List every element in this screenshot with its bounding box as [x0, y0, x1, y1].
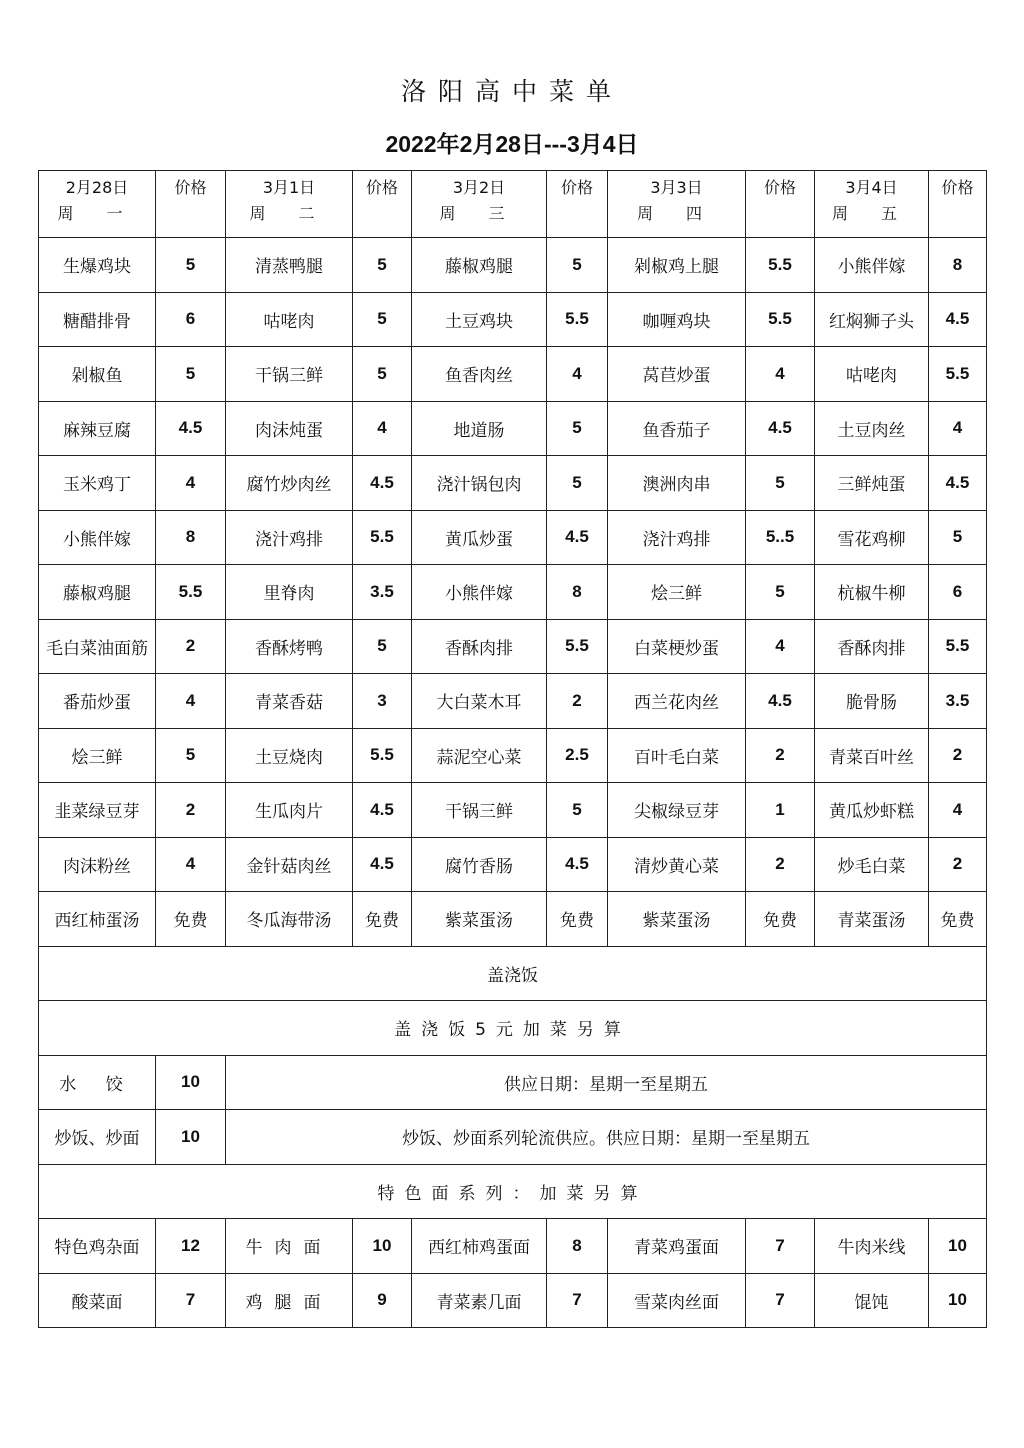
dish-price: 5.5 [156, 565, 226, 620]
menu-row [39, 401, 987, 456]
menu-row [39, 837, 987, 892]
dish-price: 4.5 [746, 674, 815, 729]
dish-name: 三鲜炖蛋 [815, 456, 929, 511]
dish-price: 4 [156, 674, 226, 729]
dish-price: 2 [929, 837, 987, 892]
noodle-name: 雪菜肉丝面 [608, 1273, 746, 1328]
dish-name: 黄瓜炒蛋 [412, 510, 547, 565]
rice-header-row [39, 946, 987, 1001]
dish-price: 2.5 [547, 728, 608, 783]
price-header: 价格 [156, 171, 226, 238]
dish-price: 4.5 [746, 401, 815, 456]
noodle-name: 牛肉面 [226, 1219, 353, 1274]
dish-price: 5 [547, 456, 608, 511]
dish-name: 小熊伴嫁 [39, 510, 156, 565]
noodle-name: 鸡腿面 [226, 1273, 353, 1328]
day-header-mon [39, 171, 156, 238]
day-date: 3月3日 [650, 178, 703, 197]
dish-name: 香酥肉排 [815, 619, 929, 674]
day-date: 3月1日 [262, 178, 316, 197]
extra-item-name: 水 饺 [39, 1055, 156, 1110]
dish-price: 5 [353, 619, 412, 674]
day-header-tue [226, 171, 353, 238]
dish-price: 2 [746, 728, 815, 783]
dish-name: 干锅三鲜 [412, 783, 547, 838]
dish-name: 大白菜木耳 [412, 674, 547, 729]
dish-name: 尖椒绿豆芽 [608, 783, 746, 838]
day-weekday: 周 五 [831, 204, 912, 223]
dish-name: 咕咾肉 [226, 292, 353, 347]
extra-item-note: 炒饭、炒面系列轮流供应。供应日期：星期一至星期五 [226, 1110, 987, 1165]
dish-price: 4.5 [547, 510, 608, 565]
dish-name: 青菜香菇 [226, 674, 353, 729]
dish-price: 5 [156, 347, 226, 402]
menu-row [39, 892, 987, 947]
menu-row [39, 238, 987, 293]
noodle-section-header: 特色面系列：加菜另算 [39, 1164, 987, 1219]
dish-price: 4 [929, 401, 987, 456]
dish-name: 剁椒鸡上腿 [608, 238, 746, 293]
dish-name: 西兰花肉丝 [608, 674, 746, 729]
dish-name: 香酥肉排 [412, 619, 547, 674]
dish-price: 4 [156, 456, 226, 511]
dish-name: 浇汁鸡排 [226, 510, 353, 565]
dish-price: 3 [353, 674, 412, 729]
noodle-name: 特色鸡杂面 [39, 1219, 156, 1274]
dish-name: 土豆肉丝 [815, 401, 929, 456]
noodle-price: 7 [547, 1273, 608, 1328]
dish-price: 免费 [547, 892, 608, 947]
dish-price: 4.5 [929, 456, 987, 511]
extra-item-name: 炒饭、炒面 [39, 1110, 156, 1165]
dish-name: 生瓜肉片 [226, 783, 353, 838]
dish-price: 2 [547, 674, 608, 729]
dish-price: 5 [547, 238, 608, 293]
dish-name: 里脊肉 [226, 565, 353, 620]
noodle-price: 9 [353, 1273, 412, 1328]
rice-note-row [39, 1001, 987, 1056]
menu-row [39, 510, 987, 565]
dish-price: 4 [547, 347, 608, 402]
day-weekday: 周 一 [57, 204, 137, 223]
dish-price: 5..5 [746, 510, 815, 565]
noodle-price: 12 [156, 1219, 226, 1274]
dish-price: 4 [353, 401, 412, 456]
price-header: 价格 [929, 171, 987, 238]
dish-name: 肉沫粉丝 [39, 837, 156, 892]
noodle-name: 青菜鸡蛋面 [608, 1219, 746, 1274]
dish-price: 2 [929, 728, 987, 783]
noodle-price: 7 [156, 1273, 226, 1328]
dish-price: 1 [746, 783, 815, 838]
dish-name: 冬瓜海带汤 [226, 892, 353, 947]
dish-price: 8 [929, 238, 987, 293]
dish-price: 5 [353, 292, 412, 347]
dish-name: 脆骨肠 [815, 674, 929, 729]
dish-name: 紫菜蛋汤 [608, 892, 746, 947]
dish-price: 免费 [156, 892, 226, 947]
noodle-header-row [39, 1164, 987, 1219]
dish-price: 5 [547, 783, 608, 838]
noodle-name: 馄饨 [815, 1273, 929, 1328]
menu-row [39, 674, 987, 729]
dish-price: 2 [156, 783, 226, 838]
dish-name: 红焖狮子头 [815, 292, 929, 347]
dish-name: 香酥烤鸭 [226, 619, 353, 674]
dish-price: 4.5 [353, 783, 412, 838]
dish-name: 雪花鸡柳 [815, 510, 929, 565]
day-date: 3月4日 [845, 178, 898, 197]
dish-name: 番茄炒蛋 [39, 674, 156, 729]
noodle-name: 牛肉米线 [815, 1219, 929, 1274]
date-range-subtitle: 2022年2月28日---3月4日 [385, 131, 639, 157]
price-header: 价格 [547, 171, 608, 238]
dish-name: 烩三鲜 [608, 565, 746, 620]
dish-name: 腐竹香肠 [412, 837, 547, 892]
dish-name: 剁椒鱼 [39, 347, 156, 402]
day-date: 3月2日 [452, 178, 506, 197]
dish-price: 6 [156, 292, 226, 347]
menu-table [38, 170, 987, 1328]
dish-price: 免费 [353, 892, 412, 947]
day-header-thu [608, 171, 746, 238]
extra-item-row [39, 1110, 987, 1165]
dish-price: 5.5 [746, 238, 815, 293]
day-weekday: 周 二 [249, 204, 329, 223]
dish-name: 清蒸鸭腿 [226, 238, 353, 293]
noodle-price: 7 [746, 1273, 815, 1328]
dish-name: 西红柿蛋汤 [39, 892, 156, 947]
dish-name: 黄瓜炒虾糕 [815, 783, 929, 838]
menu-row [39, 292, 987, 347]
dish-price: 4 [929, 783, 987, 838]
dish-price: 5 [156, 238, 226, 293]
dish-name: 青菜百叶丝 [815, 728, 929, 783]
dish-price: 5.5 [929, 619, 987, 674]
dish-name: 青菜蛋汤 [815, 892, 929, 947]
dish-name: 藤椒鸡腿 [39, 565, 156, 620]
dish-price: 5.5 [929, 347, 987, 402]
dish-name: 紫菜蛋汤 [412, 892, 547, 947]
dish-price: 5 [547, 401, 608, 456]
dish-name: 清炒黄心菜 [608, 837, 746, 892]
noodle-price: 8 [547, 1219, 608, 1274]
dish-name: 糖醋排骨 [39, 292, 156, 347]
dish-name: 浇汁鸡排 [608, 510, 746, 565]
dish-name: 干锅三鲜 [226, 347, 353, 402]
dish-price: 5.5 [353, 728, 412, 783]
rice-price-note: 盖浇饭5元加菜另算 [39, 1001, 987, 1056]
dish-price: 5 [353, 238, 412, 293]
dish-price: 5 [746, 565, 815, 620]
dish-price: 5.5 [353, 510, 412, 565]
menu-row [39, 565, 987, 620]
dish-name: 杭椒牛柳 [815, 565, 929, 620]
dish-name: 咖喱鸡块 [608, 292, 746, 347]
menu-row [39, 456, 987, 511]
dish-price: 3.5 [353, 565, 412, 620]
menu-row [39, 347, 987, 402]
dish-name: 生爆鸡块 [39, 238, 156, 293]
day-weekday: 周 三 [439, 204, 519, 223]
day-weekday: 周 四 [636, 204, 717, 223]
dish-name: 土豆鸡块 [412, 292, 547, 347]
noodle-name: 酸菜面 [39, 1273, 156, 1328]
dish-name: 小熊伴嫁 [815, 238, 929, 293]
dish-price: 4.5 [353, 456, 412, 511]
noodle-price: 10 [929, 1219, 987, 1274]
dish-price: 5 [353, 347, 412, 402]
dish-price: 4.5 [547, 837, 608, 892]
dish-name: 土豆烧肉 [226, 728, 353, 783]
dish-name: 金针菇肉丝 [226, 837, 353, 892]
dish-name: 炒毛白菜 [815, 837, 929, 892]
dish-price: 5.5 [547, 619, 608, 674]
dish-price: 5.5 [547, 292, 608, 347]
dish-name: 莴苣炒蛋 [608, 347, 746, 402]
dish-price: 4.5 [929, 292, 987, 347]
menu-row [39, 619, 987, 674]
dish-price: 8 [547, 565, 608, 620]
dish-price: 8 [156, 510, 226, 565]
dish-price: 4.5 [156, 401, 226, 456]
dish-name: 鱼香肉丝 [412, 347, 547, 402]
noodle-name: 西红柿鸡蛋面 [412, 1219, 547, 1274]
dish-price: 4 [746, 347, 815, 402]
dish-name: 蒜泥空心菜 [412, 728, 547, 783]
dish-name: 藤椒鸡腿 [412, 238, 547, 293]
price-header: 价格 [353, 171, 412, 238]
dish-name: 麻辣豆腐 [39, 401, 156, 456]
dish-name: 小熊伴嫁 [412, 565, 547, 620]
dish-name: 烩三鲜 [39, 728, 156, 783]
dish-price: 5.5 [746, 292, 815, 347]
noodle-price: 10 [929, 1273, 987, 1328]
dish-price: 4 [746, 619, 815, 674]
dish-price: 4 [156, 837, 226, 892]
noodle-name: 青菜素几面 [412, 1273, 547, 1328]
dish-name: 浇汁锅包肉 [412, 456, 547, 511]
dish-price: 2 [156, 619, 226, 674]
dish-price: 5 [746, 456, 815, 511]
noodle-price: 10 [353, 1219, 412, 1274]
noodle-row [39, 1219, 987, 1274]
dish-name: 韭菜绿豆芽 [39, 783, 156, 838]
extra-item-row [39, 1055, 987, 1110]
dish-price: 5 [929, 510, 987, 565]
extra-item-price: 10 [156, 1110, 226, 1165]
day-header-row [39, 171, 987, 238]
day-header-wed [412, 171, 547, 238]
dish-name: 百叶毛白菜 [608, 728, 746, 783]
dish-price: 2 [746, 837, 815, 892]
noodle-row [39, 1273, 987, 1328]
dish-price: 5 [156, 728, 226, 783]
dish-name: 地道肠 [412, 401, 547, 456]
rice-section-header: 盖浇饭 [39, 946, 987, 1001]
menu-row [39, 728, 987, 783]
extra-item-price: 10 [156, 1055, 226, 1110]
dish-price: 3.5 [929, 674, 987, 729]
dish-price: 免费 [929, 892, 987, 947]
menu-row [39, 783, 987, 838]
dish-price: 免费 [746, 892, 815, 947]
noodle-price: 7 [746, 1219, 815, 1274]
day-date: 2月28日 [65, 178, 129, 197]
dish-name: 玉米鸡丁 [39, 456, 156, 511]
menu-table-body [39, 171, 987, 1328]
page-title: 洛阳高中菜单 [400, 77, 623, 106]
day-header-fri [815, 171, 929, 238]
dish-price: 4.5 [353, 837, 412, 892]
dish-name: 腐竹炒肉丝 [226, 456, 353, 511]
dish-name: 毛白菜油面筋 [39, 619, 156, 674]
price-header: 价格 [746, 171, 815, 238]
dish-name: 咕咾肉 [815, 347, 929, 402]
dish-name: 白菜梗炒蛋 [608, 619, 746, 674]
dish-name: 鱼香茄子 [608, 401, 746, 456]
dish-name: 肉沫炖蛋 [226, 401, 353, 456]
extra-item-note: 供应日期：星期一至星期五 [226, 1055, 987, 1110]
dish-name: 澳洲肉串 [608, 456, 746, 511]
dish-price: 6 [929, 565, 987, 620]
